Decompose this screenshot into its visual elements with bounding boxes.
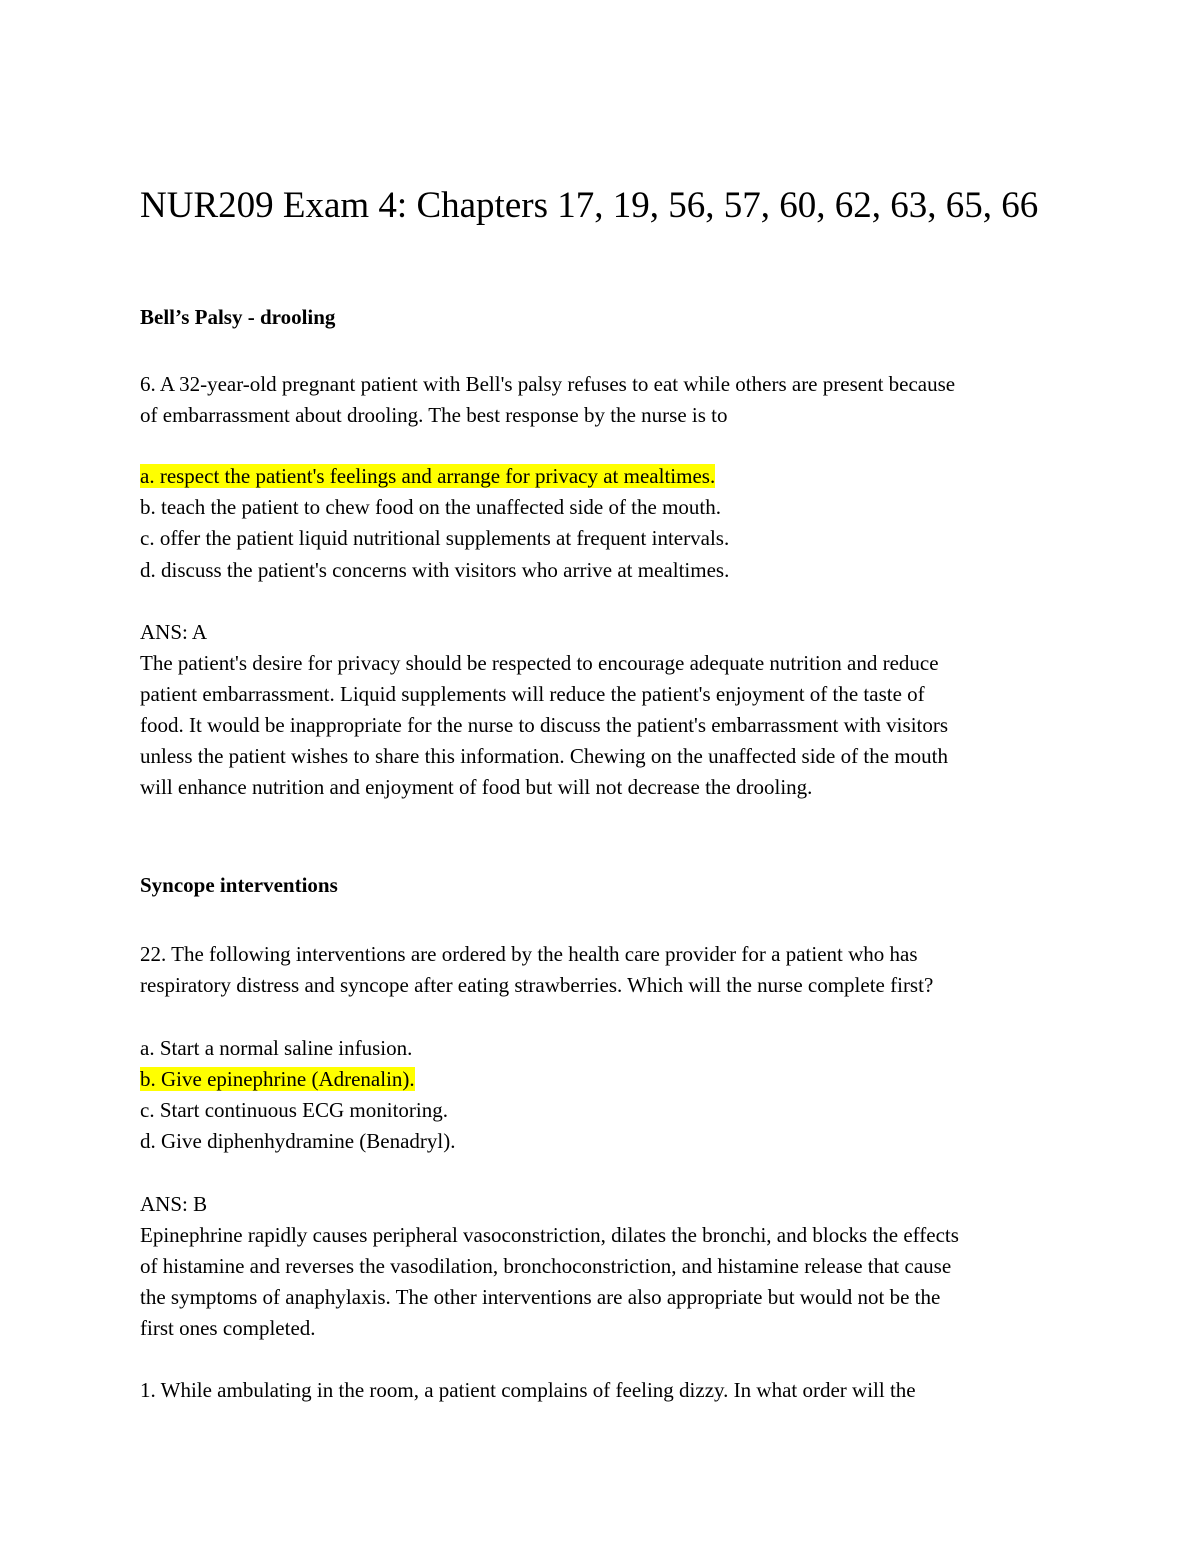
- question-6-rationale-line-4: unless the patient wishes to share this information. Chewing on the unaffected side of the mouth: [140, 744, 948, 768]
- section-heading-syncope: Syncope interventions: [140, 873, 338, 897]
- question-6-rationale-line-3: food. It would be inappropriate for the nurse to discuss the patient's embarrassment with visitors: [140, 713, 949, 737]
- question-22-rationale-line-3: the symptoms of anaphylaxis. The other interventions are also appropriate but would not be the: [140, 1285, 941, 1309]
- question-22-option-a: a. Start a normal saline infusion.: [140, 1036, 413, 1060]
- question-6-answer: ANS: A: [140, 620, 208, 644]
- highlighted-answer: a. respect the patient's feelings and arrange for privacy at mealtimes.: [140, 464, 716, 488]
- question-6-option-c: c. offer the patient liquid nutritional supplements at frequent intervals.: [140, 526, 730, 550]
- question-22-rationale-line-2: of histamine and reverses the vasodilation, bronchoconstriction, and histamine release that cause: [140, 1254, 952, 1278]
- question-22-rationale-line-1: Epinephrine rapidly causes peripheral vasoconstriction, dilates the bronchi, and blocks the effects: [140, 1223, 959, 1247]
- section-heading-bells-palsy: Bell’s Palsy - drooling: [140, 305, 336, 329]
- question-6-line-2: of embarrassment about drooling. The best response by the nurse is to: [140, 403, 728, 427]
- highlighted-answer: b. Give epinephrine (Adrenalin).: [140, 1067, 415, 1091]
- question-22-option-b: [140, 1064, 415, 1095]
- question-22-option-c: c. Start continuous ECG monitoring.: [140, 1098, 448, 1122]
- question-6-line-1: 6. A 32-year-old pregnant patient with Bell's palsy refuses to eat while others are present because: [140, 372, 956, 396]
- question-22-option-d: d. Give diphenhydramine (Benadryl).: [140, 1129, 456, 1153]
- question-22-rationale-line-4: first ones completed.: [140, 1316, 316, 1340]
- question-22-answer: ANS: B: [140, 1192, 208, 1216]
- document-title: NUR209 Exam 4: Chapters 17, 19, 56, 57, 60, 62, 63, 65, 66: [140, 185, 1039, 226]
- question-6-rationale-line-5: will enhance nutrition and enjoyment of food but will not decrease the drooling.: [140, 775, 813, 799]
- question-22-line-2: respiratory distress and syncope after eating strawberries. Which will the nurse complete first?: [140, 973, 934, 997]
- question-6-rationale-line-1: The patient's desire for privacy should be respected to encourage adequate nutrition and reduce: [140, 651, 939, 675]
- question-6-option-d: d. discuss the patient's concerns with visitors who arrive at mealtimes.: [140, 558, 730, 582]
- question-22-line-1: 22. The following interventions are ordered by the health care provider for a patient who has: [140, 942, 918, 966]
- question-1-line-1: 1. While ambulating in the room, a patient complains of feeling dizzy. In what order will the: [140, 1378, 916, 1402]
- question-6-option-b: b. teach the patient to chew food on the unaffected side of the mouth.: [140, 495, 722, 519]
- question-6-option-a: [140, 461, 715, 492]
- question-6-rationale-line-2: patient embarrassment. Liquid supplements will reduce the patient's enjoyment of the taste of: [140, 682, 925, 706]
